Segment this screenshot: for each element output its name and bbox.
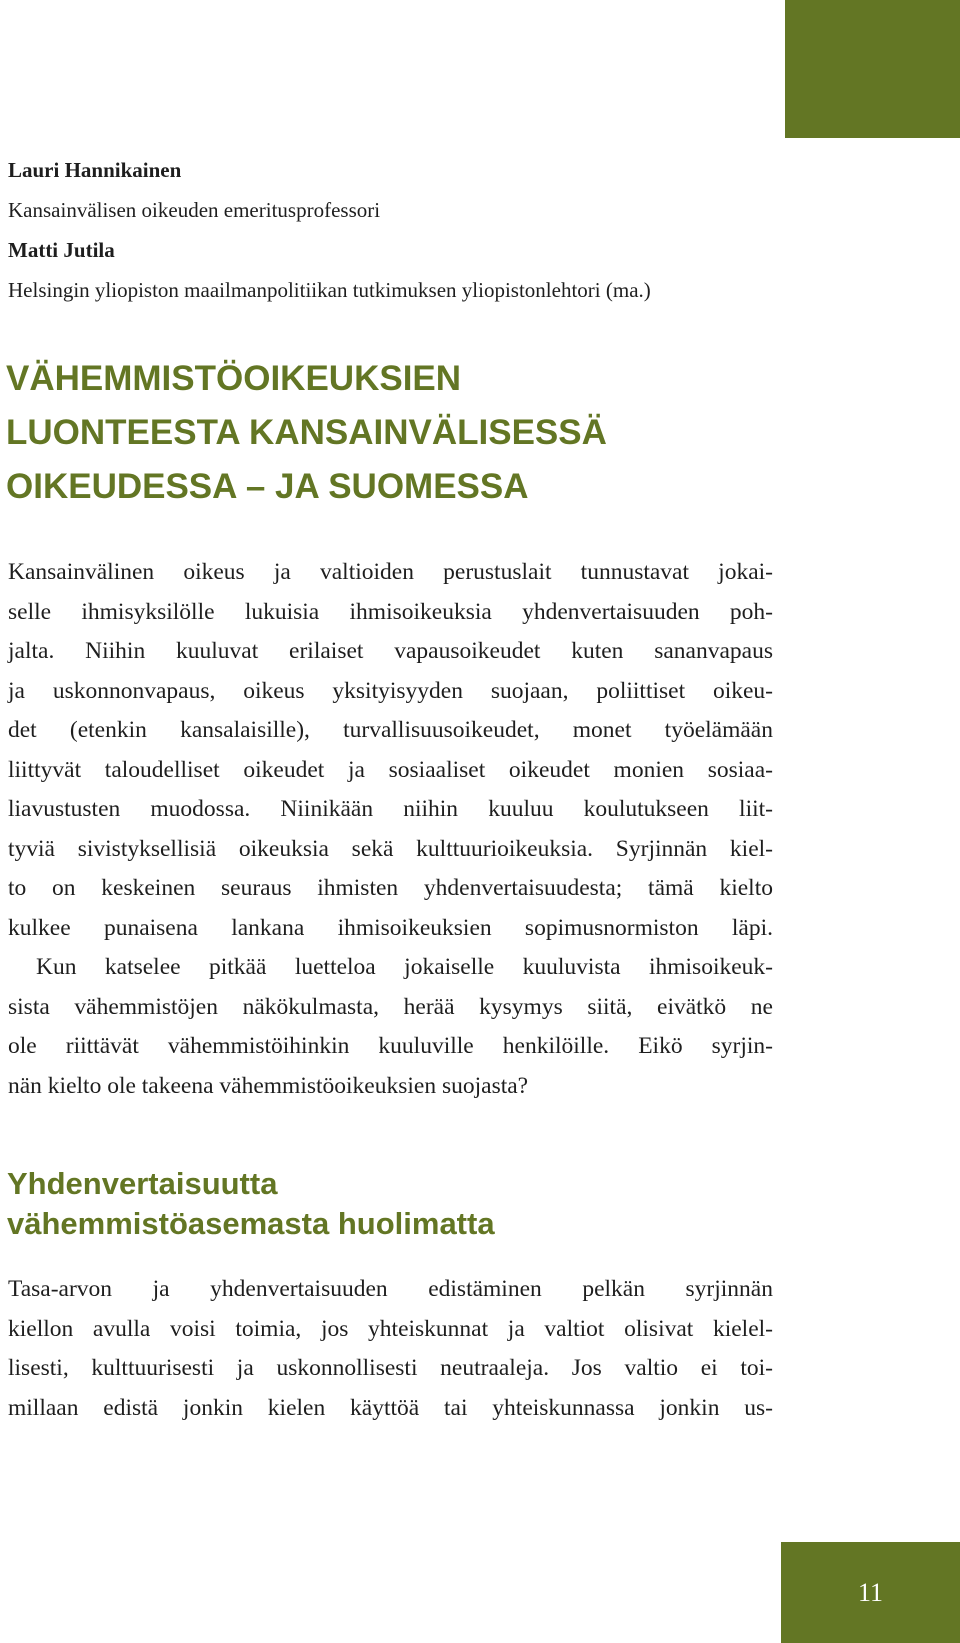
paragraph-3	[8, 1270, 773, 1428]
text-line: ja uskonnonvapaus, oikeus yksityisyyden suojaan, poliittiset oikeu-	[8, 677, 773, 704]
text-line: ole riittävät vähemmistöihinkin kuuluville henkilöille. Eikö syrjin-	[8, 1033, 773, 1059]
text-line: liavustusten muodossa. Niinikään niihin kuuluu koulutukseen liit-	[8, 796, 773, 822]
text-line: jalta. Niihin kuuluvat erilaiset vapausoikeudet kuten sananvapaus	[8, 638, 773, 664]
title-line: OIKEUDESSA – JA SUOMESSA	[6, 467, 529, 506]
corner-color-tab	[785, 0, 960, 138]
text-line: kiellon avulla voisi toimia, jos yhteiskunnat ja valtiot olisivat kielel-	[8, 1315, 773, 1342]
author-title: Kansainvälisen oikeuden emeritusprofessori	[8, 198, 381, 222]
heading-line: Yhdenvertaisuutta	[7, 1166, 278, 1201]
page-number-box	[781, 1542, 960, 1643]
text-line: kulkee punaisena lankana ihmisoikeuksien sopimusnormiston läpi.	[8, 914, 773, 941]
text-line: Kun katselee pitkää luetteloa jokaiselle kuuluvista ihmisoikeuk-	[36, 954, 773, 980]
text-line: lisesti, kulttuurisesti ja uskonnollisesti neutraaleja. Jos valtio ei toi-	[8, 1355, 773, 1381]
paragraph-2	[8, 948, 773, 1106]
text-line: millaan edistä jonkin kielen käyttöä tai yhteiskunnassa jonkin us-	[8, 1394, 773, 1421]
text-line: det (etenkin kansalaisille), turvallisuusoikeudet, monet työelämään	[8, 717, 773, 743]
author-info	[8, 155, 908, 315]
heading-line: vähemmistöasemasta huolimatta	[7, 1206, 495, 1241]
text-line: selle ihmisyksilölle lukuisia ihmisoikeuksia yhdenvertaisuuden poh-	[8, 598, 773, 625]
section-heading	[7, 1164, 767, 1244]
author-title: Helsingin yliopiston maailmanpolitiikan tutkimuksen yliopistonlehtori (ma.)	[8, 278, 651, 302]
author-name: Lauri Hannikainen	[8, 158, 182, 182]
page-number: 11	[857, 1578, 884, 1607]
text-line: Tasa-arvon ja yhdenvertaisuuden edistäminen pelkän syrjinnän	[8, 1276, 773, 1302]
text-line: to on keskeinen seuraus ihmisten yhdenvertaisuudesta; tämä kielto	[8, 875, 773, 901]
title-line: VÄHEMMISTÖOIKEUKSIEN	[6, 359, 462, 398]
author-name: Matti Jutila	[8, 238, 115, 262]
article-title	[6, 352, 906, 514]
text-line: liittyvät taloudelliset oikeudet ja sosiaaliset oikeudet monien sosiaa-	[8, 756, 773, 783]
text-line: sista vähemmistöjen näkökulmasta, herää kysymys siitä, eivätkö ne	[8, 993, 773, 1020]
title-line: LUONTEESTA KANSAINVÄLISESSÄ	[6, 413, 607, 452]
text-line: Kansainvälinen oikeus ja valtioiden perustuslait tunnustavat jokai-	[8, 559, 773, 585]
text-line: nän kielto ole takeena vähemmistöoikeuksien suojasta?	[8, 1072, 529, 1099]
paragraph-1	[8, 553, 773, 948]
text-line: tyviä sivistyksellisiä oikeuksia sekä kulttuurioikeuksia. Syrjinnän kiel-	[8, 835, 773, 862]
